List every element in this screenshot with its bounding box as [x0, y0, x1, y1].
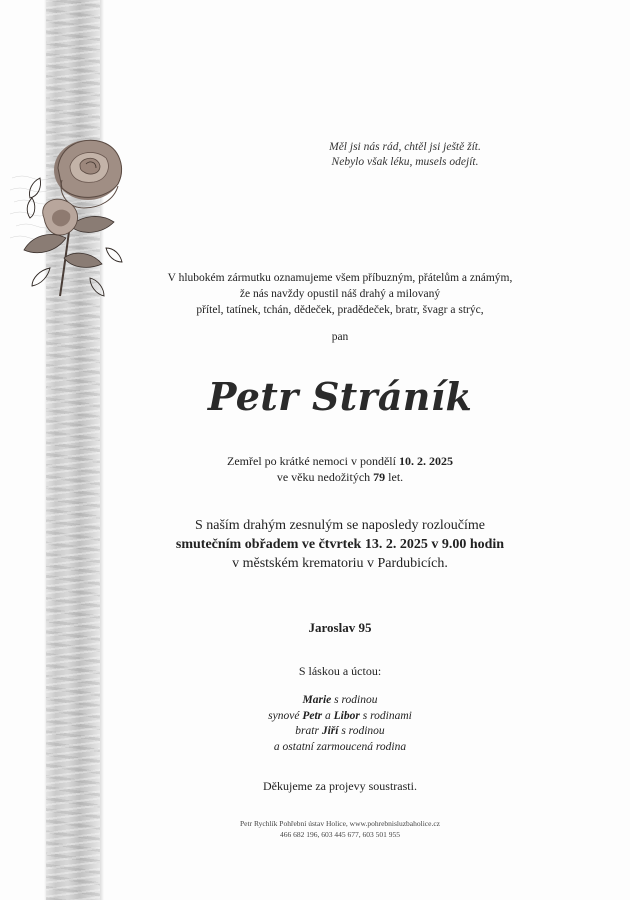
footer-line-2: 466 682 196, 603 445 677, 603 501 955 — [280, 830, 400, 839]
mourner-line-2-rest: s rodinami — [359, 709, 412, 722]
deceased-name: Petr Stráník — [207, 374, 473, 419]
rose-icon — [10, 118, 150, 308]
mourner-line-2-mid: a — [322, 709, 334, 722]
motto-line-2: Nebylo však léku, musels odejít. — [331, 156, 479, 168]
death-date: 10. 2. 2025 — [398, 454, 453, 468]
funeral-home-footer — [130, 818, 550, 840]
mourner-line-3 — [130, 724, 550, 740]
mourner-line-1-rest: s rodinou — [331, 694, 378, 706]
honorific: pan — [331, 331, 349, 343]
death-line-2 — [130, 469, 550, 485]
mourner-line-1 — [130, 693, 550, 709]
mourner-line-4: a ostatní zarmoucená rodina — [273, 740, 407, 753]
mourner-name-petr: Petr — [302, 709, 323, 722]
ceremony-datetime: smutečním obřadem ve čtvrtek 13. 2. 2025 v 9.00 hodin — [175, 537, 505, 552]
ceremony-line-2 — [130, 535, 550, 554]
regards-line: S láskou a úctou: — [298, 664, 382, 678]
announcement-intro — [130, 270, 550, 318]
intro-line-1: V hlubokém zármutku oznamujeme všem příbuzným, přátelům a známým, — [167, 272, 513, 284]
intro-line-2: že nás navždy opustil náš drahý a milovaný — [239, 288, 441, 300]
mourner-line-3-rest: s rodinou — [338, 725, 385, 737]
mourner-name-jiri: Jiří — [321, 725, 339, 737]
age-suffix: let. — [385, 470, 404, 484]
age-value: 79 — [373, 470, 386, 484]
age-prefix: ve věku nedožitých — [276, 470, 374, 484]
ceremony-line-3: v městském krematoriu v Pardubicích. — [232, 556, 448, 571]
family-address: Jaroslav 95 — [308, 620, 372, 635]
mourner-name-libor: Libor — [333, 709, 360, 722]
mourner-line-3-pre: bratr — [295, 725, 322, 737]
mourner-line-2-pre: synové — [268, 709, 303, 722]
mourner-line-2 — [130, 709, 550, 725]
epitaph-motto — [300, 140, 510, 170]
death-info — [130, 453, 550, 485]
death-line-1 — [130, 453, 550, 469]
intro-line-3: přítel, tatínek, tchán, dědeček, pradědeček, bratr, švagr a strýc, — [196, 304, 484, 316]
ceremony-line-1: S naším drahým zesnulým se naposledy rozloučíme — [194, 518, 486, 533]
footer-line-1: Petr Rychlík Pohřební ústav Holice, www.pohrebnisluzbaholice.cz — [240, 819, 440, 828]
death-line-1-text: Zemřel po krátké nemoci v pondělí — [227, 454, 399, 468]
ceremony-info — [130, 516, 550, 573]
thanks-line: Děkujeme za projevy soustrasti. — [263, 779, 417, 793]
mourner-name-marie: Marie — [302, 694, 332, 706]
motto-line-1: Měl jsi nás rád, chtěl jsi ještě žít. — [329, 141, 481, 153]
mourners-list — [130, 693, 550, 755]
